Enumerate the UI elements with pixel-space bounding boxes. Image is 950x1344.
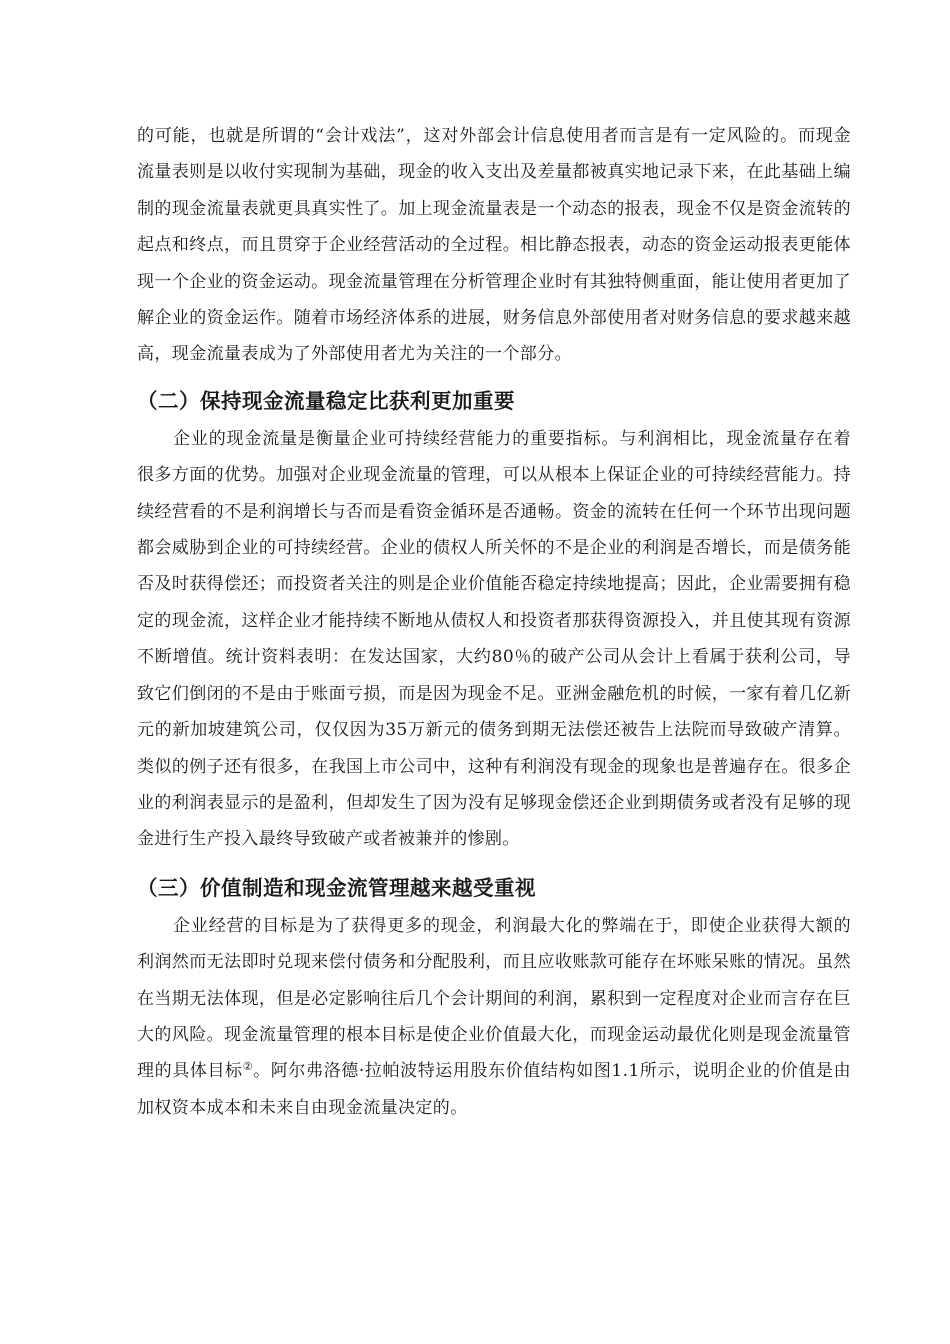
body-paragraph: 的可能，也就是所谓的“会计戏法”，这对外部会计信息使用者而言是有一定风险的。而现金流量表则是以收付实现制为基础，现金的收入支出及差量都被真实地记录下来，在此基础上编制的现金流量表就更具真实性了。加上现金流量表是一个动态的报表，现金不仅是资金流转的起点和终点，而且贯穿于企业经营活动的全过程。相比静态报表，动态的资金运动报表更能体现一个企业的资金运动。现金流量管理在分析管理企业时有其独特侧重面，能让使用者更加了解企业的资金运作。随着市场经济体系的进展，财务信息外部使用者对财务信息的要求越来越高，现金流量表成为了外部使用者尤为关注的一个部分。: [137, 126, 851, 365]
body-paragraph: [137, 908, 851, 1126]
paragraph-text: 企业经营的目标是为了获得更多的现金，利润最大化的弊端在于，即使企业获得大额的利润然而无法即时兑现来偿付债务和分配股利，而且应收账款可能存在坏账呆账的情况。虽然在当期无法体现，但是必定影响往后几个会计期间的利润，累积到一定程度对企业而言存在巨大的风险。现金流量管理的根本目标是使企业价值最大化，而现金运动最优化则是现金流量管理的具体目标: [137, 915, 851, 1082]
footnote-marker[interactable]: ②: [242, 1060, 254, 1074]
body-paragraph: 企业的现金流量是衡量企业可持续经营能力的重要指标。与利润相比，现金流量存在着很多方面的优势。加强对企业现金流量的管理，可以从根本上保证企业的可持续经营能力。持续经营看的不是利润增长与否而是看资金循环是否通畅。资金的流转在任何一个环节出现问题都会威胁到企业的可持续经营。企业的债权人所关怀的不是企业的利润是否增长，而是债务能否及时获得偿还；而投资者关注的则是企业价值能否稳定持续地提高；因此，企业需要拥有稳定的现金流，这样企业才能持续不断地从债权人和投资者那获得资源投入，并且使其现有资源不断增值。统计资料表明：在发达国家，大约80％的破产公司从会计上看属于获利公司，导致它们倒闭的不是由于账面亏损，而是因为现金不足。亚洲金融危机的时候，一家有着几亿新元的新加坡建筑公司，仅仅因为35万新元的债务到期无法偿还被告上法院而导致破产清算。类似的例子还有很多，在我国上市公司中，这种有利润没有现金的现象也是普遍存在。很多企业的利润表显示的是盈利，但却发生了因为没有足够现金偿还企业到期债务或者没有足够的现金进行生产投入最终导致破产或者被兼并的惨剧。: [137, 428, 851, 850]
section-heading: （二）保持现金流量稳定比获利更加重要: [137, 388, 515, 413]
paragraph-text: 。阿尔弗洛德·拉帕波特运用股东价值结构如图1.1所示，说明企业的价值是由加权资本成本和未来自由现金流量决定的。: [137, 1061, 852, 1118]
document-page: [137, 118, 851, 1126]
section-heading: （三）价值制造和现金流管理越来越受重视: [137, 875, 536, 900]
